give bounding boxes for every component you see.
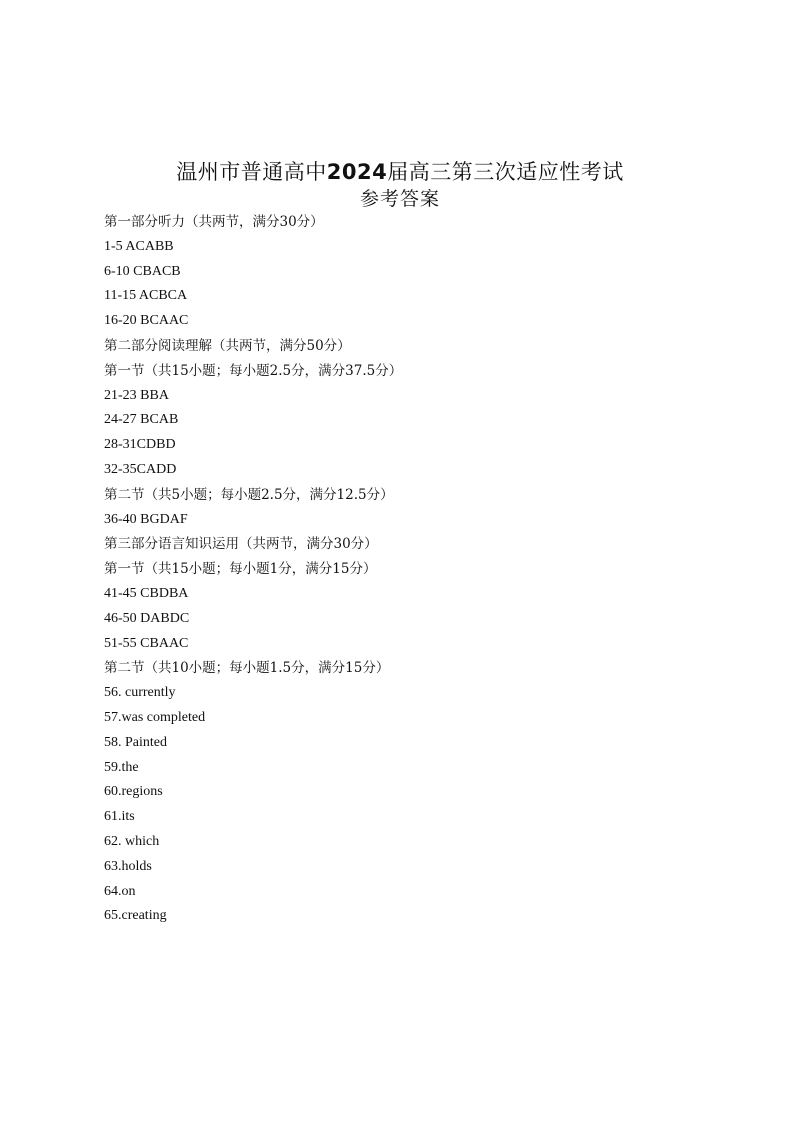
document-subtitle: 参考答案 bbox=[359, 188, 440, 210]
answer-line: 6-10 CBACB bbox=[104, 263, 181, 279]
answer-line: 65.creating bbox=[104, 908, 167, 924]
section-heading: 第二部分阅读理解（共两节，满分50分） bbox=[104, 337, 351, 354]
answer-line: 63.holds bbox=[104, 858, 152, 874]
title-suffix: 届高三第三次适应性考试 bbox=[387, 160, 624, 184]
subsection-heading: 第二节（共5小题；每小题2.5分，满分12.5分） bbox=[104, 486, 394, 503]
section-heading: 第一部分听力（共两节，满分30分） bbox=[104, 214, 324, 230]
answer-line: 59.the bbox=[104, 759, 139, 775]
answer-line: 16-20 BCAAC bbox=[104, 313, 189, 329]
answer-line: 64.on bbox=[104, 883, 136, 899]
answer-line: 21-23 BBA bbox=[104, 387, 169, 403]
answer-line: 62. which bbox=[104, 833, 160, 849]
answer-line: 61.its bbox=[104, 809, 135, 825]
answer-list bbox=[104, 210, 402, 929]
document-title bbox=[0, 158, 800, 186]
answer-line: 32-35CADD bbox=[104, 461, 177, 477]
answer-line: 1-5 ACABB bbox=[104, 238, 174, 254]
subsection-heading: 第一节（共15小题；每小题2.5分，满分37.5分） bbox=[104, 362, 403, 379]
answer-line: 60.regions bbox=[104, 784, 163, 800]
title-year: 2024 bbox=[326, 160, 388, 184]
answer-line: 51-55 CBAAC bbox=[104, 635, 189, 651]
answer-line: 11-15 ACBCA bbox=[104, 288, 188, 304]
title-prefix: 温州市普通高中 bbox=[176, 160, 327, 184]
answer-line: 24-27 BCAB bbox=[104, 412, 179, 428]
answer-line: 41-45 CBDBA bbox=[104, 585, 189, 601]
answer-line: 36-40 BGDAF bbox=[104, 511, 188, 527]
answer-line: 58. Painted bbox=[104, 734, 167, 750]
subsection-heading: 第二节（共10小题；每小题1.5分，满分15分） bbox=[104, 660, 390, 677]
answer-line: 28-31CDBD bbox=[104, 437, 176, 453]
answer-line: 46-50 DABDC bbox=[104, 610, 190, 626]
answer-line: 57.was completed bbox=[104, 709, 206, 725]
section-heading: 第三部分语言知识运用（共两节，满分30分） bbox=[104, 536, 378, 553]
answer-line: 56. currently bbox=[104, 685, 176, 701]
subsection-heading: 第一节（共15小题；每小题1分，满分15分） bbox=[104, 561, 377, 578]
